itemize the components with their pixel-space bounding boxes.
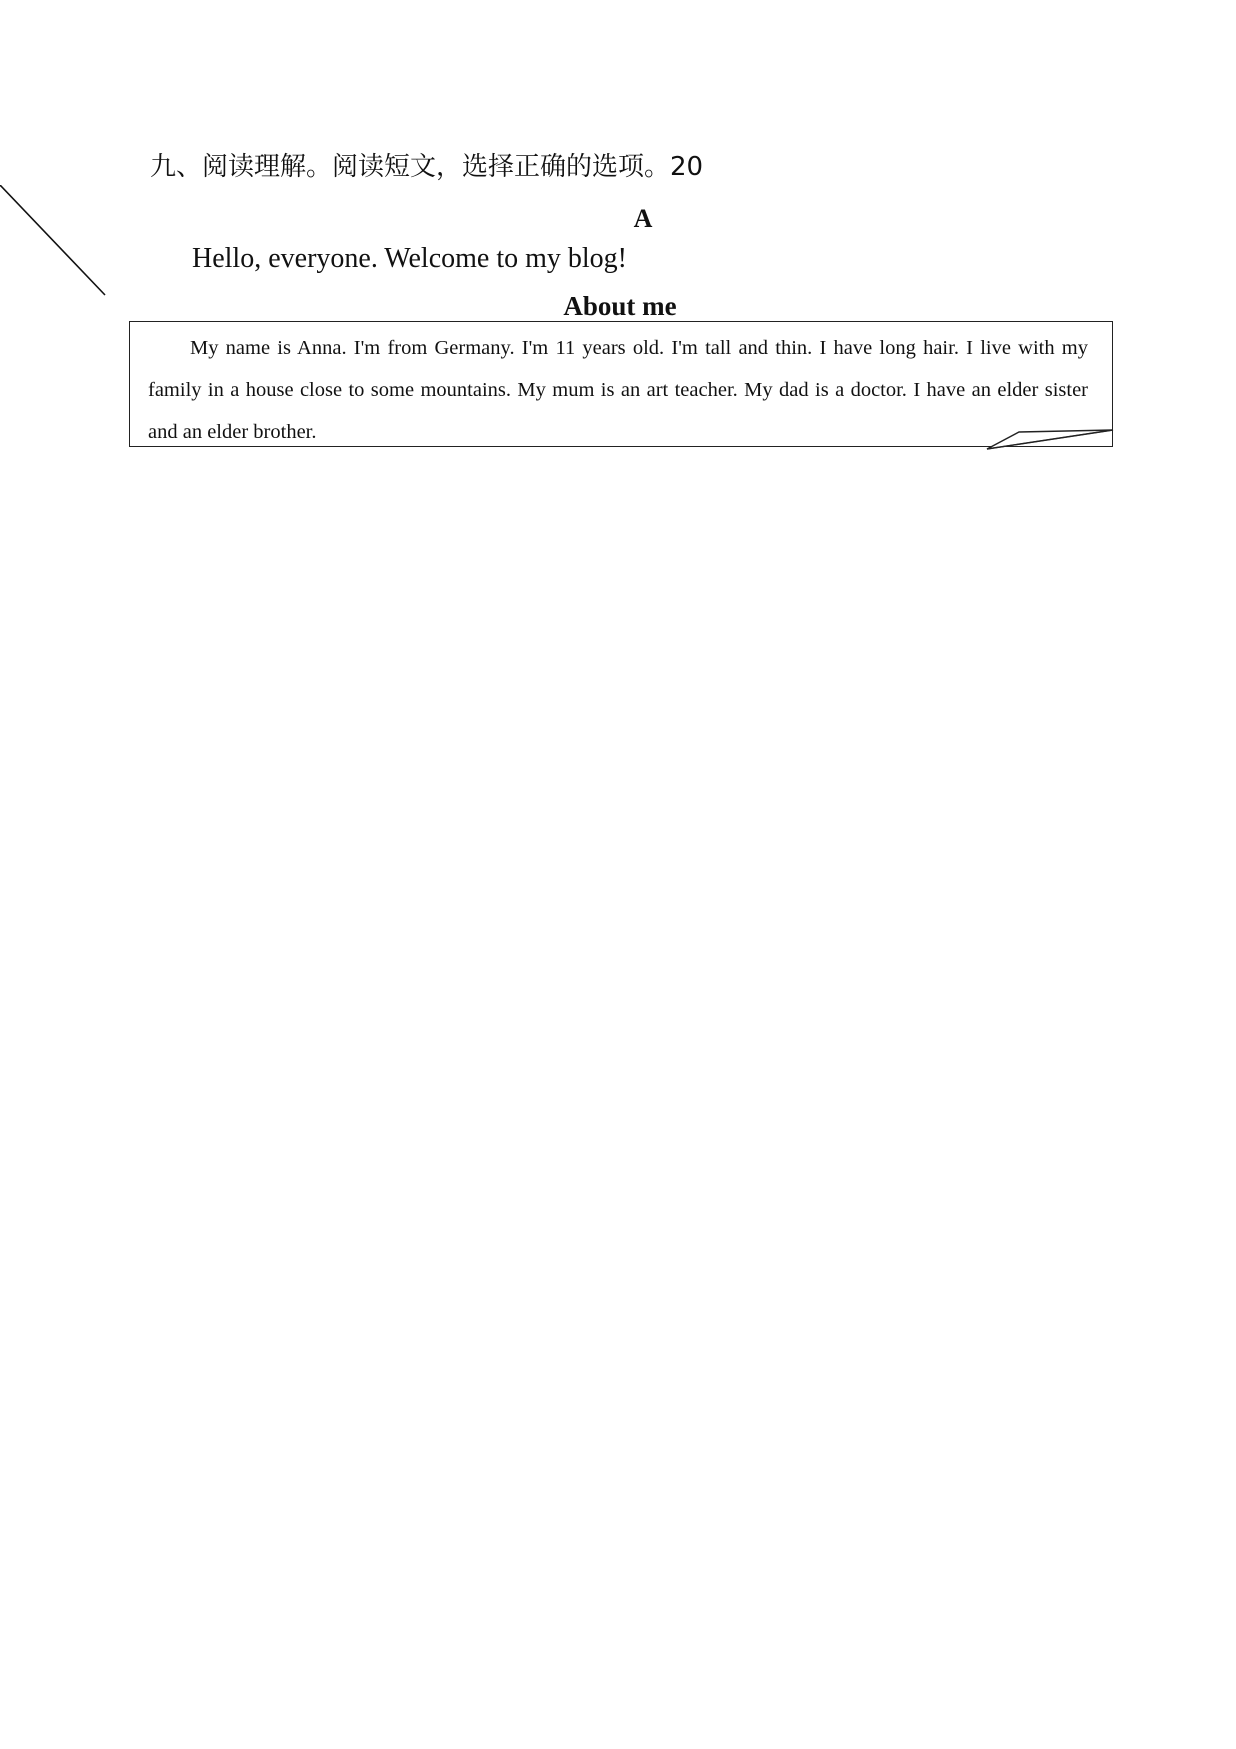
passage-label: A <box>633 204 653 233</box>
about-me-paragraph: My name is Anna. I'm from Germany. I'm 11 years old. I'm tall and thin. I have long hair. I live with my family in a house close to some mountains. My mum is an art teacher. My dad is a doctor. I have an elder sister and an elder brother. <box>148 337 1088 443</box>
blog-greeting: Hello, everyone. Welcome to my blog! <box>192 243 627 274</box>
about-me-note-box <box>129 321 1113 447</box>
page-curl-icon <box>985 424 1115 450</box>
blog-section-title: About me <box>563 291 677 321</box>
section-heading: 九、阅读理解。阅读短文，选择正确的选项。20 <box>150 152 704 182</box>
